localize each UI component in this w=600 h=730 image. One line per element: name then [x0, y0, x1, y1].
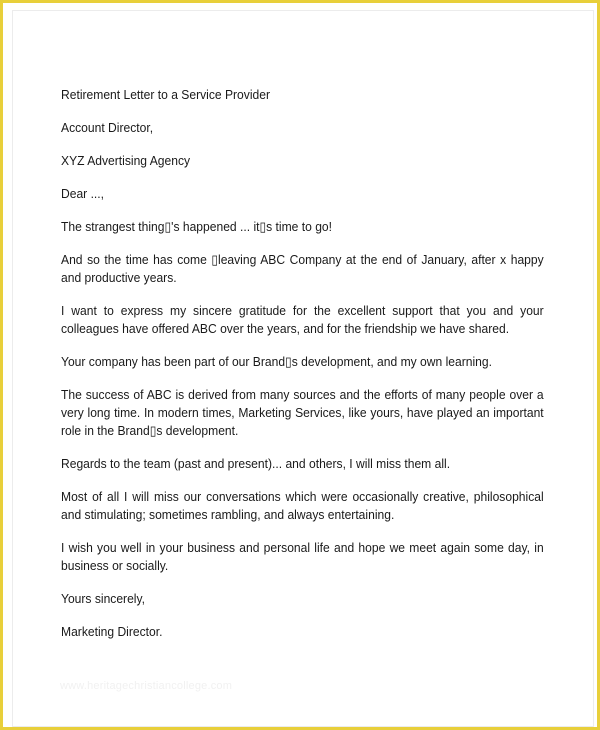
paragraph-1: The strangest thing▯'s happened ... it▯s time to go! — [61, 219, 333, 234]
paragraph-2: And so the time has come ▯leaving ABC Company at the end of January, after x happy and productive years. — [61, 252, 544, 285]
recipient-role: Account Director, — [61, 120, 154, 135]
salutation: Dear ..., — [61, 186, 105, 201]
paragraph-3: I want to express my sincere gratitude for the excellent support that you and your colleagues have offered ABC over the years, and for the friendship we have shared. — [61, 303, 544, 336]
letter-body — [61, 86, 544, 656]
paragraph-6: Regards to the team (past and present)... and others, I will miss them all. — [61, 456, 451, 471]
recipient-company: XYZ Advertising Agency — [61, 153, 191, 168]
paragraph-5: The success of ABC is derived from many sources and the efforts of many people over a very long time. In modern times, Marketing Services, like yours, have played an important role in the Brand▯s development. — [61, 387, 544, 438]
letter-title: Retirement Letter to a Service Provider — [61, 87, 270, 102]
paragraph-4: Your company has been part of our Brand▯s development, and my own learning. — [61, 354, 492, 369]
watermark-text: www.heritagechristiancollege.com — [60, 680, 233, 692]
signature: Marketing Director. — [61, 624, 163, 639]
paragraph-8: I wish you well in your business and personal life and hope we meet again some day, in business or socially. — [61, 540, 544, 573]
paragraph-7: Most of all I will miss our conversations which were occasionally creative, philosophical and stimulating; sometimes rambling, and always entertaining. — [61, 489, 544, 522]
closing: Yours sincerely, — [61, 591, 146, 606]
